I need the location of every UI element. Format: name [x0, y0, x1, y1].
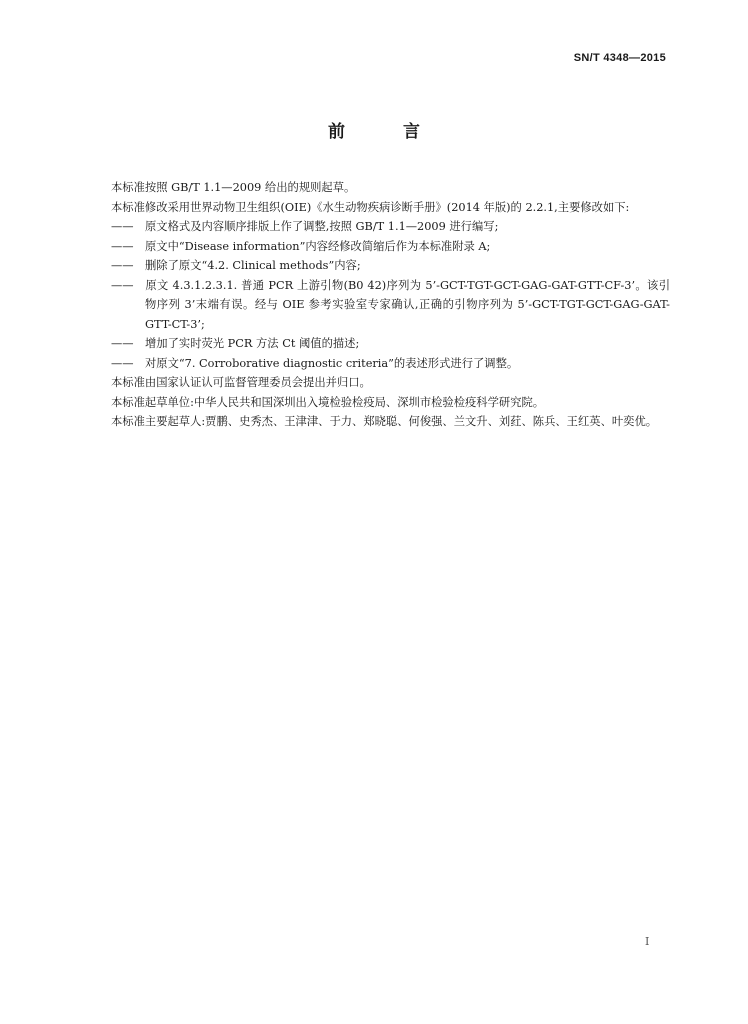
paragraph-drafting-rules: 本标准按照 GB/T 1.1—2009 给出的规则起草。: [111, 181, 356, 194]
modification-item: [88, 334, 670, 354]
modification-item: [88, 256, 670, 276]
modification-item: [88, 354, 670, 374]
modification-item: [88, 276, 670, 335]
paragraph-adoption: 本标准修改采用世界动物卫生组织(OIE)《水生动物疾病诊断手册》(2014 年版)的 2.2.1,主要修改如下:: [111, 200, 630, 214]
standard-code: SN/T 4348—2015: [573, 52, 666, 64]
paragraph-proposer: 本标准由国家认证认可监督管理委员会提出并归口。: [111, 376, 371, 389]
dash-marker: ——: [111, 220, 134, 233]
modification-item: [88, 217, 670, 237]
dash-marker: ——: [111, 239, 134, 253]
modification-text: 原文中“Disease information”内容经修改简缩后作为本标准附录 A;: [145, 239, 491, 253]
paragraph-drafting-units: 本标准起草单位:中华人民共和国深圳出入境检验检疫局、深圳市检验检疫科学研究院。: [111, 395, 545, 409]
page-number: I: [645, 935, 650, 948]
modification-text: 原文格式及内容顺序排版上作了调整,按照 GB/T 1.1—2009 进行编写;: [145, 220, 499, 233]
paragraph-drafters: 本标准主要起草人:贾鹏、史秀杰、王津津、于力、郑晓聪、何俊强、兰文升、刘荭、陈兵、王红英、叶奕优。: [111, 415, 658, 428]
modification-text: 对原文“7. Corroborative diagnostic criteria”的表述形式进行了调整。: [145, 356, 519, 370]
dash-marker: ——: [111, 356, 134, 370]
modification-text: 原文 4.3.1.2.3.1. 普通 PCR 上游引物(B0 42)序列为 5’-GCT-TGT-GCT-GAG-GAT-GTT-CF-3’。该引物序列 3’末端有误。经与 OIE 参考实验室专家确认,正确的引物序列为 5’-GCT-TGT-GCT-GAG-GAT-GTT-CT-3’;: [145, 278, 670, 331]
dash-marker: ——: [111, 278, 134, 292]
page-title: 前 言: [328, 122, 446, 142]
foreword-body: [88, 178, 670, 432]
modification-item: [88, 237, 670, 257]
modification-text: 增加了实时荧光 PCR 方法 Ct 阈值的描述;: [145, 337, 360, 350]
dash-marker: ——: [111, 259, 134, 272]
modification-text: 删除了原文“4.2. Clinical methods”内容;: [145, 259, 361, 272]
dash-marker: ——: [111, 337, 134, 350]
